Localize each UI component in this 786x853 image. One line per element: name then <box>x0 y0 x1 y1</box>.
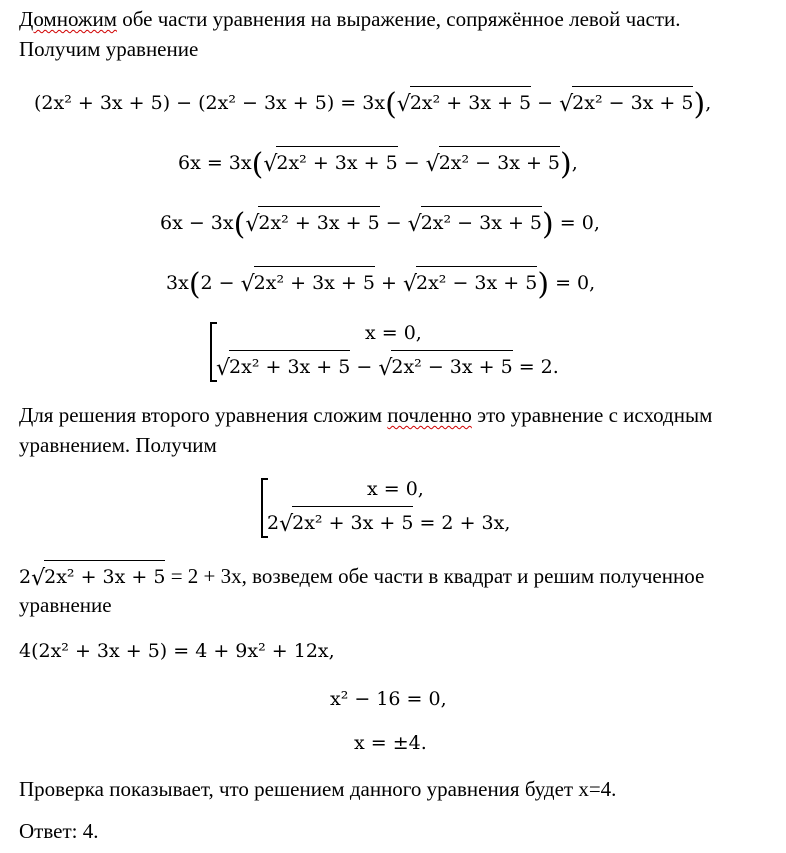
equation-3: 6x − 3x(√2x² + 3x + 5 − √2x² − 3x + 5) = 0, <box>160 207 600 242</box>
squared-step-line-2: уравнение <box>19 593 112 617</box>
system-1-line-2: √2x² + 3x + 5 − √2x² − 3x + 5 = 2. <box>216 350 559 384</box>
intro-line-2: Получим уравнение <box>19 37 199 61</box>
spellcheck-word: Домножим <box>19 7 117 31</box>
equation-5: 4(2x² + 3x + 5) = 4 + 9x² + 12x, <box>19 640 335 662</box>
equation-6: x² − 16 = 0, <box>330 688 447 710</box>
system-2-line-1: x = 0, <box>367 478 424 500</box>
answer-text: Ответ: 4. <box>19 819 99 843</box>
spellcheck-word: почленно <box>387 403 472 427</box>
system-2-line-2: 2√2x² + 3x + 5 = 2 + 3x, <box>267 506 510 540</box>
equation-7: x = ±4. <box>354 732 427 754</box>
squared-step-line-1: 2√2x² + 3x + 5 = 2 + 3x, возведем обе части в квадрат и решим полученное <box>19 560 704 594</box>
para-2-line-2: уравнением. Получим <box>19 433 217 457</box>
equation-2: 6x = 3x(√2x² + 3x + 5 − √2x² − 3x + 5), <box>178 147 578 182</box>
system-1-line-1: x = 0, <box>365 322 422 344</box>
check-text: Проверка показывает, что решением данного уравнения будет x=4. <box>19 777 617 801</box>
equation-4: 3x(2 − √2x² + 3x + 5 + √2x² − 3x + 5) = 0, <box>166 267 596 302</box>
para-2-line-1: Для решения второго уравнения сложим почленно это уравнение с исходным <box>19 403 713 427</box>
intro-line-1: Домножим обе части уравнения на выражение, сопряжённое левой части. <box>19 7 681 31</box>
equation-1: (2x² + 3x + 5) − (2x² − 3x + 5) = 3x(√2x² + 3x + 5 − √2x² − 3x + 5), <box>34 87 712 122</box>
